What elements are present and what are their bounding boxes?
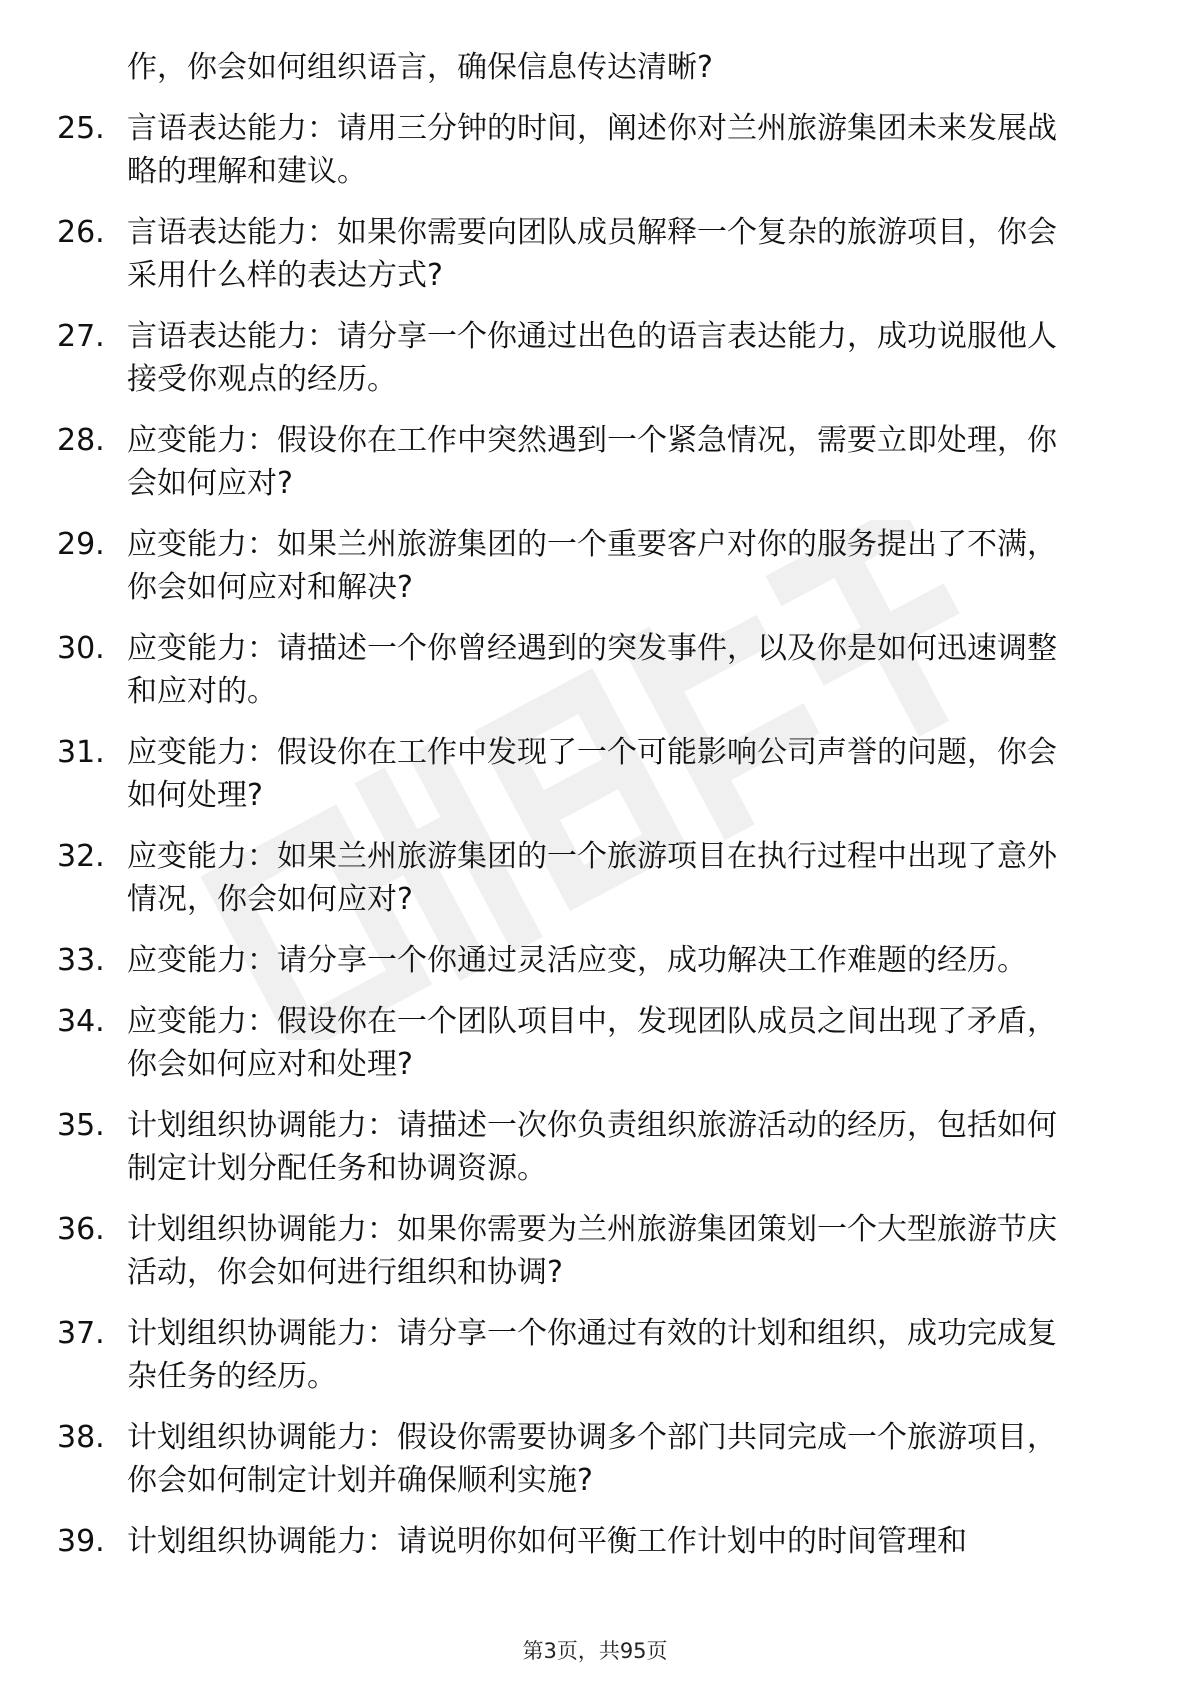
question-text: 应变能力：假设你在工作中发现了一个可能影响公司声誉的问题，你会如何处理? bbox=[127, 735, 1057, 813]
question-number: 28. bbox=[57, 423, 105, 458]
question-text: 计划组织协调能力：如果你需要为兰州旅游集团策划一个大型旅游节庆活动，你会如何进行组织和协调? bbox=[127, 1212, 1057, 1290]
question-number: 37. bbox=[57, 1316, 105, 1351]
question-list bbox=[0, 107, 1190, 1563]
question-item bbox=[0, 1104, 1077, 1190]
page-footer bbox=[0, 1637, 1190, 1665]
question-number: 35. bbox=[57, 1108, 105, 1143]
question-text: 应变能力：假设你在一个团队项目中，发现团队成员之间出现了矛盾，你会如何应对和处理? bbox=[127, 1004, 1057, 1082]
question-text: 计划组织协调能力：假设你需要协调多个部门共同完成一个旅游项目，你会如何制定计划并确保顺利实施? bbox=[127, 1420, 1057, 1498]
question-item bbox=[0, 315, 1077, 401]
question-text: 言语表达能力：如果你需要向团队成员解释一个复杂的旅游项目，你会采用什么样的表达方式? bbox=[127, 215, 1057, 293]
question-item bbox=[0, 1000, 1077, 1086]
question-text: 应变能力：请描述一个你曾经遇到的突发事件，以及你是如何迅速调整和应对的。 bbox=[127, 631, 1057, 709]
question-text: 应变能力：如果兰州旅游集团的一个旅游项目在执行过程中出现了意外情况，你会如何应对? bbox=[127, 839, 1057, 917]
question-text: 言语表达能力：请用三分钟的时间，阐述你对兰州旅游集团未来发展战略的理解和建议。 bbox=[127, 111, 1057, 189]
question-number: 25. bbox=[57, 111, 105, 146]
question-item bbox=[0, 107, 1077, 193]
question-item bbox=[0, 835, 1077, 921]
continuation-text: 作，你会如何组织语言，确保信息传达清晰? bbox=[127, 50, 713, 85]
question-item bbox=[0, 731, 1077, 817]
question-text: 计划组织协调能力：请说明你如何平衡工作计划中的时间管理和 bbox=[127, 1524, 967, 1559]
question-number: 26. bbox=[57, 215, 105, 250]
question-number: 39. bbox=[57, 1524, 105, 1559]
question-item bbox=[0, 1416, 1077, 1502]
question-item bbox=[0, 1312, 1077, 1398]
page-number-label: 第3页，共95页 bbox=[522, 1639, 668, 1663]
question-text: 应变能力：如果兰州旅游集团的一个重要客户对你的服务提出了不满，你会如何应对和解决? bbox=[127, 527, 1057, 605]
question-number: 30. bbox=[57, 631, 105, 666]
question-text: 计划组织协调能力：请描述一次你负责组织旅游活动的经历，包括如何制定计划分配任务和协调资源。 bbox=[127, 1108, 1057, 1186]
question-number: 36. bbox=[57, 1212, 105, 1247]
question-item bbox=[0, 419, 1077, 505]
question-number: 32. bbox=[57, 839, 105, 874]
question-text: 应变能力：请分享一个你通过灵活应变，成功解决工作难题的经历。 bbox=[127, 943, 1027, 978]
question-item bbox=[0, 523, 1077, 609]
question-number: 31. bbox=[57, 735, 105, 770]
question-item bbox=[0, 627, 1077, 713]
question-number: 34. bbox=[57, 1004, 105, 1039]
question-item bbox=[0, 1520, 1077, 1563]
question-text: 计划组织协调能力：请分享一个你通过有效的计划和组织，成功完成复杂任务的经历。 bbox=[127, 1316, 1057, 1394]
question-text: 言语表达能力：请分享一个你通过出色的语言表达能力，成功说服他人接受你观点的经历。 bbox=[127, 319, 1057, 397]
question-number: 33. bbox=[57, 943, 105, 978]
question-item bbox=[0, 1208, 1077, 1294]
question-number: 38. bbox=[57, 1420, 105, 1455]
question-item bbox=[0, 211, 1077, 297]
question-number: 29. bbox=[57, 527, 105, 562]
question-number: 27. bbox=[57, 319, 105, 354]
question-text: 应变能力：假设你在工作中突然遇到一个紧急情况，需要立即处理，你会如何应对? bbox=[127, 423, 1057, 501]
question-content bbox=[0, 46, 1190, 1581]
question-item bbox=[0, 939, 1077, 982]
